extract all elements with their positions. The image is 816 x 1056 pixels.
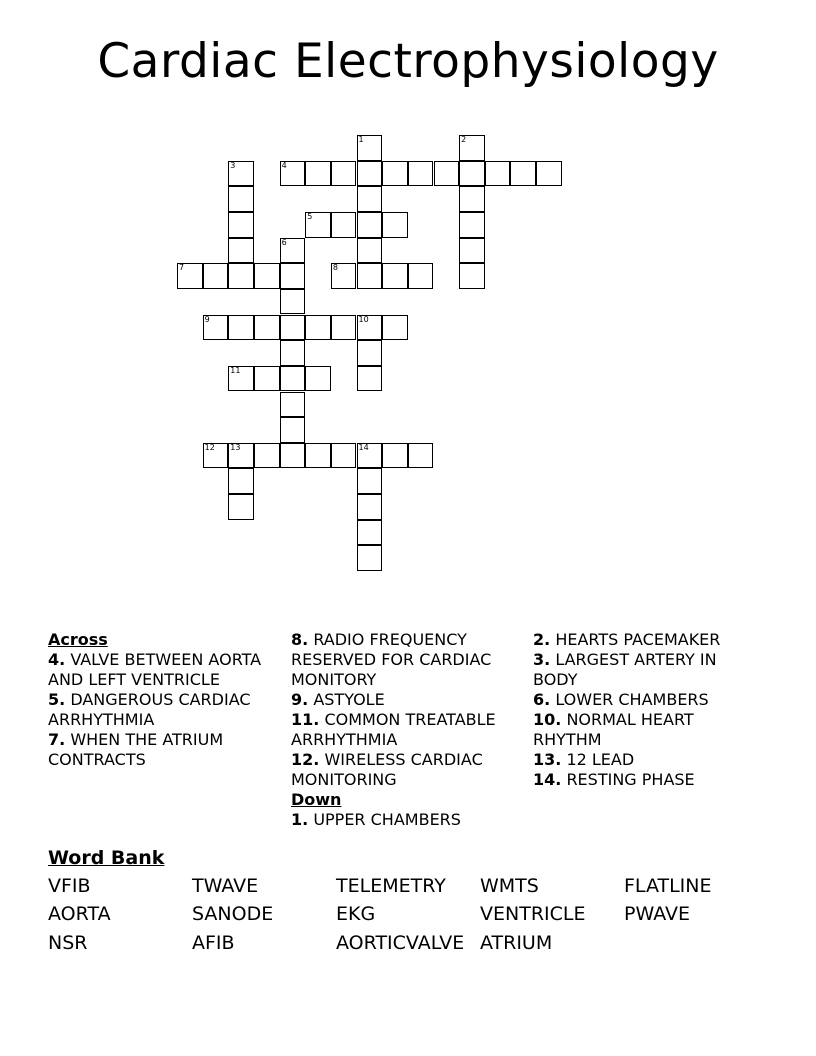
word-bank-word: WMTS (480, 875, 539, 897)
grid-cell[interactable] (434, 161, 460, 187)
grid-cell[interactable] (382, 161, 408, 187)
clue-text: 12 LEAD (566, 750, 635, 769)
grid-cell[interactable] (280, 340, 306, 366)
clue-item (48, 730, 270, 770)
clues-column-2 (291, 630, 516, 830)
clue-text: LARGEST ARTERY IN BODY (533, 650, 717, 689)
grid-cell[interactable] (228, 315, 254, 341)
cell-number: 13 (230, 442, 241, 452)
grid-cell[interactable] (357, 340, 383, 366)
grid-cell[interactable] (357, 186, 383, 212)
grid-cell[interactable] (280, 392, 306, 418)
grid-cell[interactable] (254, 443, 280, 469)
grid-cell[interactable] (459, 186, 485, 212)
grid-cell[interactable] (228, 212, 254, 238)
word-bank-word: AFIB (192, 932, 235, 954)
cell-number: 5 (307, 211, 313, 221)
grid-cell[interactable] (228, 443, 254, 469)
grid-cell[interactable] (382, 443, 408, 469)
grid-cell[interactable] (357, 135, 383, 161)
clue-item (48, 690, 270, 730)
clue-number: 11. (291, 710, 320, 729)
cell-number: 9 (204, 314, 210, 324)
word-bank-word: FLATLINE (624, 875, 712, 897)
grid-cell[interactable] (357, 494, 383, 520)
clue-text: WIRELESS CARDIAC MONITORING (291, 750, 483, 789)
word-bank-word: PWAVE (624, 903, 690, 925)
clue-number: 12. (291, 750, 320, 769)
clue-number: 8. (291, 630, 309, 649)
cell-number: 4 (281, 160, 287, 170)
clue-heading: Across (48, 630, 108, 649)
clue-text: RADIO FREQUENCY RESERVED FOR CARDIAC MONITORY (291, 630, 492, 689)
clue-number: 10. (533, 710, 562, 729)
grid-cell[interactable] (408, 443, 434, 469)
clues-column-3 (533, 630, 748, 790)
clue-item (533, 690, 748, 710)
page-title: Cardiac Electrophysiology (97, 34, 719, 89)
grid-cell[interactable] (305, 161, 331, 187)
grid-cell[interactable] (459, 135, 485, 161)
grid-cell[interactable] (357, 238, 383, 264)
clue-text: UPPER CHAMBERS (313, 810, 461, 829)
clue-number: 6. (533, 690, 551, 709)
word-bank-word: VENTRICLE (480, 903, 586, 925)
grid-cell[interactable] (203, 263, 229, 289)
clue-number: 5. (48, 690, 66, 709)
grid-cell[interactable] (305, 443, 331, 469)
clue-number: 4. (48, 650, 66, 669)
clues-column-1 (48, 630, 270, 770)
grid-cell[interactable] (305, 366, 331, 392)
clue-item (291, 710, 516, 750)
grid-cell[interactable] (228, 494, 254, 520)
clue-heading: Down (291, 790, 342, 809)
clue-item (291, 690, 516, 710)
clue-item (291, 630, 516, 690)
grid-cell[interactable] (305, 315, 331, 341)
grid-cell[interactable] (203, 315, 229, 341)
clue-text: VALVE BETWEEN AORTA AND LEFT VENTRICLE (48, 650, 262, 689)
grid-cell[interactable] (382, 212, 408, 238)
clue-number: 3. (533, 650, 551, 669)
grid-cell[interactable] (305, 212, 331, 238)
clue-number: 9. (291, 690, 309, 709)
grid-cell[interactable] (280, 161, 306, 187)
word-bank-word: TELEMETRY (336, 875, 446, 897)
grid-cell[interactable] (331, 263, 357, 289)
clue-text: DANGEROUS CARDIAC ARRHYTHMIA (48, 690, 251, 729)
grid-cell[interactable] (382, 315, 408, 341)
clue-item (533, 750, 748, 770)
grid-cell[interactable] (228, 468, 254, 494)
cell-number: 10 (358, 314, 369, 324)
clue-number: 14. (533, 770, 562, 789)
cell-number: 3 (230, 160, 236, 170)
cell-number: 14 (358, 442, 369, 452)
cell-number: 11 (230, 365, 241, 375)
grid-cell[interactable] (357, 161, 383, 187)
grid-cell[interactable] (357, 520, 383, 546)
grid-cell[interactable] (357, 545, 383, 571)
clue-text: HEARTS PACEMAKER (555, 630, 721, 649)
grid-cell[interactable] (485, 161, 511, 187)
grid-cell[interactable] (331, 443, 357, 469)
clue-item (533, 710, 748, 750)
grid-cell[interactable] (280, 366, 306, 392)
grid-cell[interactable] (228, 186, 254, 212)
cell-number: 7 (179, 263, 185, 273)
cell-number: 6 (281, 237, 287, 247)
grid-cell[interactable] (357, 366, 383, 392)
grid-cell[interactable] (280, 263, 306, 289)
grid-cell[interactable] (459, 212, 485, 238)
clue-number: 2. (533, 630, 551, 649)
grid-cell[interactable] (254, 263, 280, 289)
clue-text: NORMAL HEART RHYTHM (533, 710, 694, 749)
cell-number: 8 (332, 263, 338, 273)
word-bank-word: VFIB (48, 875, 91, 897)
word-bank-word: NSR (48, 932, 88, 954)
grid-cell[interactable] (203, 443, 229, 469)
clue-number: 1. (291, 810, 309, 829)
clue-text: WHEN THE ATRIUM CONTRACTS (48, 730, 224, 769)
clue-item (533, 770, 748, 790)
grid-cell[interactable] (459, 263, 485, 289)
grid-cell[interactable] (459, 238, 485, 264)
clue-item (533, 650, 748, 690)
cell-number: 12 (204, 442, 215, 452)
grid-cell[interactable] (177, 263, 203, 289)
cell-number: 2 (461, 135, 467, 144)
grid-cell[interactable] (228, 366, 254, 392)
clue-text: COMMON TREATABLE ARRHYTHMIA (291, 710, 496, 749)
cell-number: 1 (358, 135, 364, 144)
word-bank-heading: Word Bank (48, 847, 165, 869)
grid-cell[interactable] (331, 315, 357, 341)
clue-number: 13. (533, 750, 562, 769)
word-bank-word: SANODE (192, 903, 274, 925)
grid-cell[interactable] (254, 366, 280, 392)
word-bank-word: TWAVE (192, 875, 259, 897)
grid-cell[interactable] (510, 161, 536, 187)
grid-cell[interactable] (357, 468, 383, 494)
word-bank-word: EKG (336, 903, 376, 925)
grid-cell[interactable] (382, 263, 408, 289)
grid-cell[interactable] (331, 161, 357, 187)
clue-item (291, 810, 516, 830)
grid-cell[interactable] (536, 161, 562, 187)
grid-cell[interactable] (331, 212, 357, 238)
grid-cell[interactable] (228, 161, 254, 187)
grid-cell[interactable] (280, 443, 306, 469)
clue-text: ASTYOLE (313, 690, 385, 709)
word-bank-word: AORTICVALVE (336, 932, 465, 954)
grid-cell[interactable] (228, 263, 254, 289)
grid-cell[interactable] (280, 417, 306, 443)
grid-cell[interactable] (357, 263, 383, 289)
word-bank-word: AORTA (48, 903, 111, 925)
clue-text: RESTING PHASE (566, 770, 695, 789)
grid-cell[interactable] (254, 315, 280, 341)
grid-cell[interactable] (357, 315, 383, 341)
grid-cell[interactable] (280, 289, 306, 315)
clue-text: LOWER CHAMBERS (555, 690, 709, 709)
grid-cell[interactable] (408, 263, 434, 289)
grid-cell[interactable] (357, 212, 383, 238)
grid-cell[interactable] (228, 238, 254, 264)
word-bank-word: ATRIUM (480, 932, 553, 954)
grid-cell[interactable] (408, 161, 434, 187)
grid-cell[interactable] (280, 238, 306, 264)
grid-cell[interactable] (357, 443, 383, 469)
grid-cell[interactable] (459, 161, 485, 187)
clue-item (48, 650, 270, 690)
clue-item (291, 750, 516, 790)
clue-number: 7. (48, 730, 66, 749)
grid-cell[interactable] (280, 315, 306, 341)
clue-item (533, 630, 748, 650)
